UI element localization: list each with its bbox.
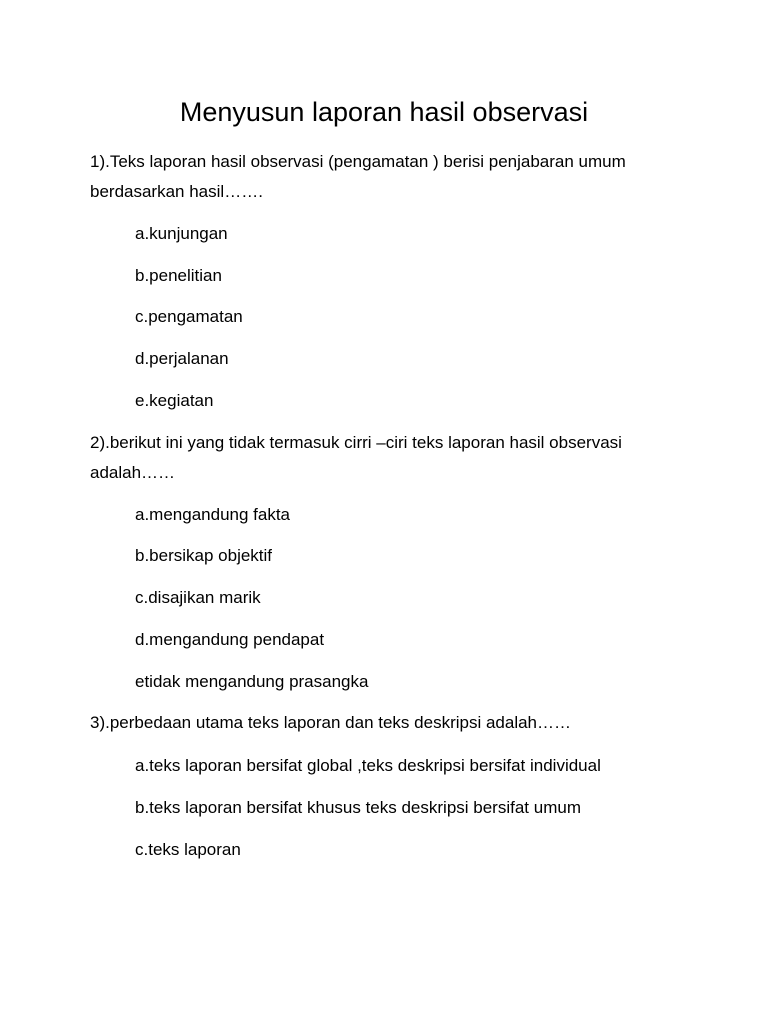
question-3-option-b: b.teks laporan bersifat khusus teks deskripsi bersifat umum: [135, 798, 581, 817]
question-3-option-c: c.teks laporan: [135, 840, 241, 859]
document-title: Menyusun laporan hasil observasi: [179, 97, 589, 127]
question-1-line-2: berdasarkan hasil…….: [90, 182, 263, 201]
question-1-option-a: a.kunjungan: [135, 224, 228, 243]
question-1-option-d: d.perjalanan: [135, 349, 229, 368]
question-1-line-1: 1).Teks laporan hasil observasi (pengamatan ) berisi penjabaran umum: [90, 152, 626, 171]
question-2-option-a: a.mengandung fakta: [135, 505, 291, 524]
question-2-option-e: etidak mengandung prasangka: [135, 672, 369, 691]
question-3-option-a: a.teks laporan bersifat global ,teks deskripsi bersifat individual: [135, 756, 601, 775]
question-3-line-1: 3).perbedaan utama teks laporan dan teks deskripsi adalah……: [90, 713, 572, 732]
question-2-option-d: d.mengandung pendapat: [135, 630, 325, 649]
question-2-option-b: b.bersikap objektif: [135, 546, 273, 565]
question-2-line-2: adalah……: [90, 463, 176, 482]
question-1-option-e: e.kegiatan: [135, 391, 214, 410]
question-2-line-1: 2).berikut ini yang tidak termasuk cirri –ciri teks laporan hasil observasi: [90, 433, 622, 452]
question-1-option-b: b.penelitian: [135, 266, 222, 285]
question-2-option-c: c.disajikan marik: [135, 588, 261, 607]
question-1-option-c: c.pengamatan: [135, 307, 243, 326]
